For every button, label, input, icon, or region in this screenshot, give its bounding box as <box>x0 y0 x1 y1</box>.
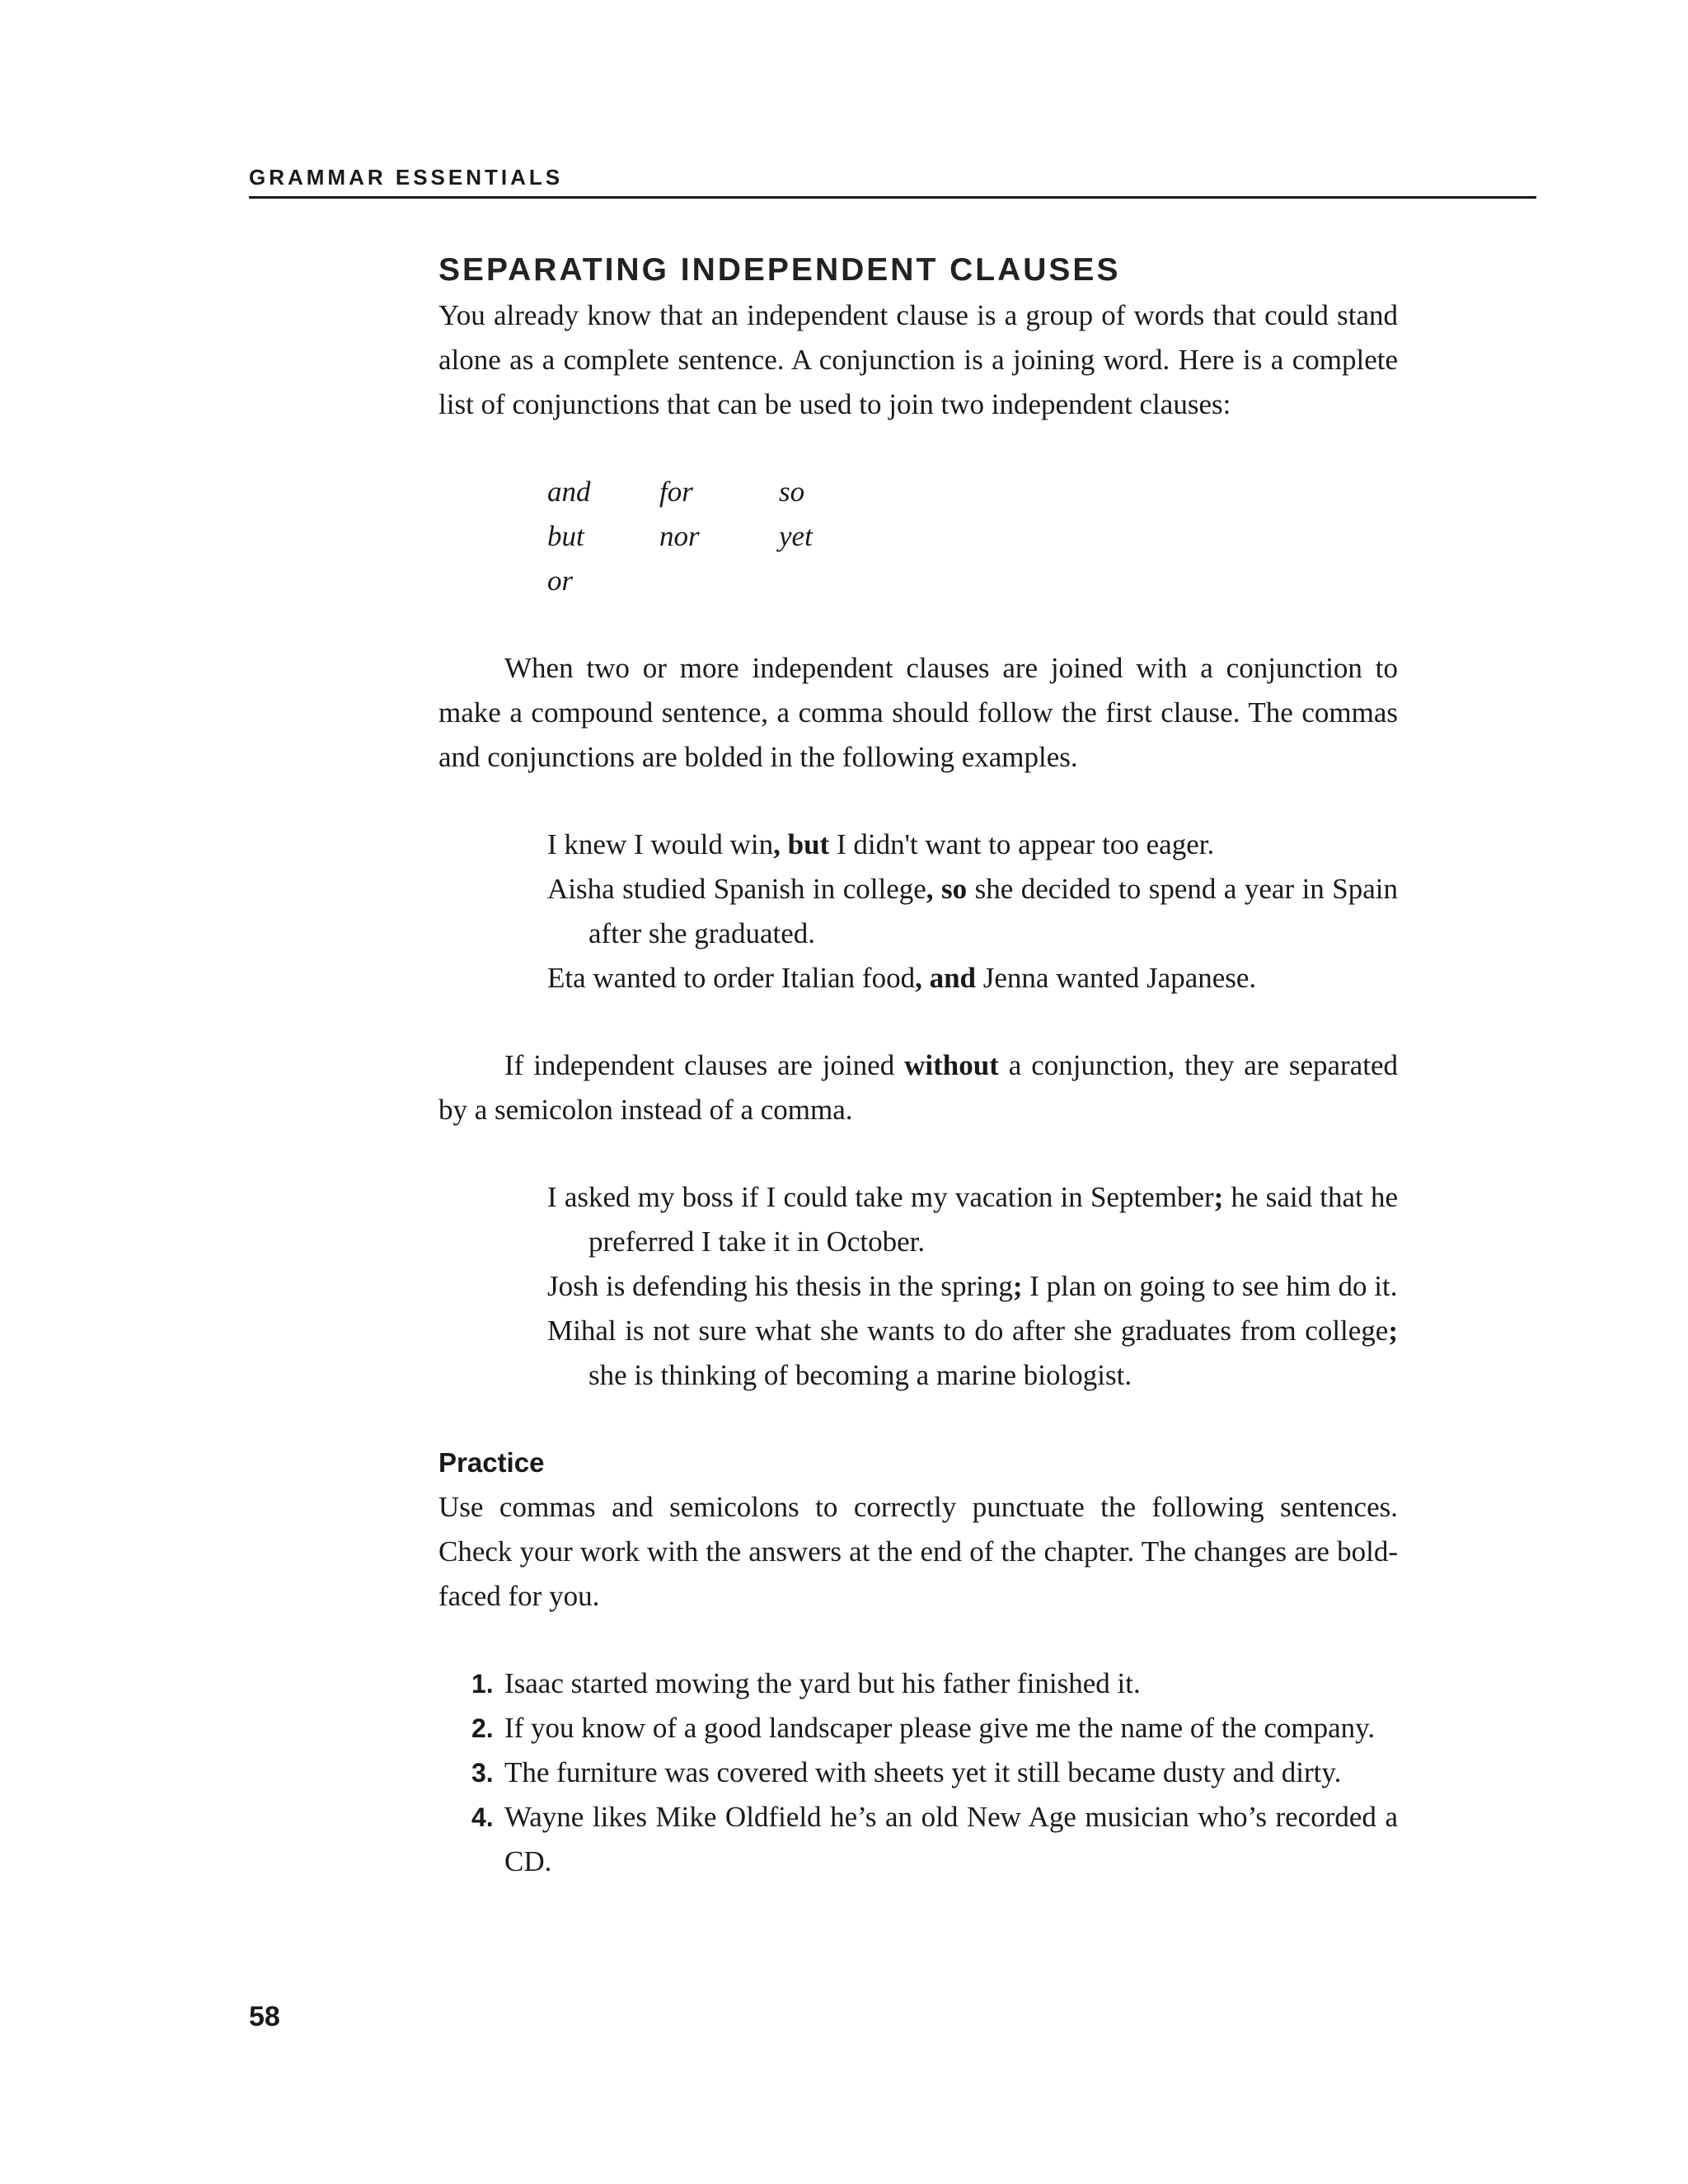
intro-paragraph: You already know that an independent clause is a group of words that could stand alone as a complete sentence. A conjunction is a joining word. Here is a complete list of conjunctions that can be used to join two independent clauses: <box>438 299 1398 420</box>
example-bold: , and <box>915 962 977 994</box>
practice-item-text: Wayne likes Mike Oldfield he’s an old New Age musician who’s recorded a CD. <box>504 1801 1398 1877</box>
example-bold: , but <box>773 828 830 860</box>
practice-item <box>471 1661 1398 1706</box>
conjunction-row <box>547 514 813 559</box>
page-content <box>438 247 1398 1884</box>
conjunction: so <box>779 476 805 508</box>
practice-item-number: 4. <box>471 1802 494 1832</box>
semicolon-examples <box>547 1175 1398 1398</box>
practice-heading: Practice <box>438 1447 545 1478</box>
example-text: she decided to spend a year in Spain after she graduated. <box>588 873 1398 949</box>
conjunction-list <box>547 470 813 603</box>
example-sentence <box>547 823 1398 867</box>
page-number: 58 <box>249 2001 280 2032</box>
example-sentence <box>547 956 1398 1001</box>
example-text: I plan on going to see him do it. <box>1022 1270 1398 1302</box>
example-sentence <box>547 1264 1398 1309</box>
example-bold: ; <box>1213 1181 1224 1213</box>
practice-item-text: Isaac started mowing the yard but his father finished it. <box>504 1667 1141 1699</box>
example-text: Aisha studied Spanish in college <box>547 873 926 905</box>
conjunction <box>659 559 779 603</box>
practice-list <box>438 1661 1398 1884</box>
comma-examples <box>547 823 1398 1001</box>
practice-item-text: If you know of a good landscaper please give me the name of the company. <box>504 1712 1376 1744</box>
example-text: I asked my boss if I could take my vacation in September <box>547 1181 1214 1213</box>
conjunction-row <box>547 559 813 603</box>
practice-item-number: 2. <box>471 1713 494 1743</box>
conjunction: or <box>547 565 574 597</box>
practice-item-text: The furniture was covered with sheets yet it still became dusty and dirty. <box>504 1756 1342 1788</box>
conjunction <box>779 559 813 603</box>
example-text: I knew I would win <box>547 828 774 860</box>
paragraph-bold: without <box>904 1049 999 1081</box>
paragraph-text: If independent clauses are joined <box>504 1049 905 1081</box>
practice-item <box>471 1706 1398 1750</box>
example-text: Josh is defending his thesis in the spring <box>547 1270 1013 1302</box>
example-text: Jenna wanted Japanese. <box>976 962 1257 994</box>
practice-item <box>471 1795 1398 1884</box>
header-rule <box>249 196 1536 199</box>
example-sentence <box>547 1309 1398 1398</box>
practice-instructions: Use commas and semicolons to correctly punctuate the following sentences. Check your work with the answers at the end of the chapter. The changes are bold-faced for you. <box>438 1491 1398 1612</box>
conjunction: yet <box>779 520 813 552</box>
example-text: I didn't want to appear too eager. <box>829 828 1215 860</box>
semicolon-paragraph <box>438 1043 1398 1132</box>
paragraph-text: a conjunction, they are separated by a semicolon instead of a comma. <box>438 1049 1398 1126</box>
example-sentence <box>547 867 1398 956</box>
conjunction: and <box>547 476 591 508</box>
conjunction: nor <box>659 520 700 552</box>
example-text: she is thinking of becoming a marine biologist. <box>588 1359 1132 1391</box>
example-bold: ; <box>1388 1315 1398 1347</box>
practice-item-number: 1. <box>471 1669 494 1699</box>
section-title: SEPARATING INDEPENDENT CLAUSES <box>438 252 1121 288</box>
example-bold: , so <box>926 873 968 905</box>
example-bold: ; <box>1012 1270 1023 1302</box>
practice-item <box>471 1750 1398 1795</box>
example-text: Mihal is not sure what she wants to do after she graduates from college <box>547 1315 1389 1347</box>
example-sentence <box>547 1175 1398 1264</box>
conjunction-row <box>547 470 813 514</box>
example-text: he said that he preferred I take it in October. <box>588 1181 1398 1258</box>
conjunction: but <box>547 520 584 552</box>
practice-item-number: 3. <box>471 1758 494 1788</box>
running-header: GRAMMAR ESSENTIALS <box>249 165 564 190</box>
compound-paragraph: When two or more independent clauses are joined with a conjunction to make a compound sentence, a comma should follow the first clause. The commas and conjunctions are bolded in the following examples. <box>438 652 1398 773</box>
conjunction: for <box>659 476 693 508</box>
example-text: Eta wanted to order Italian food <box>547 962 916 994</box>
